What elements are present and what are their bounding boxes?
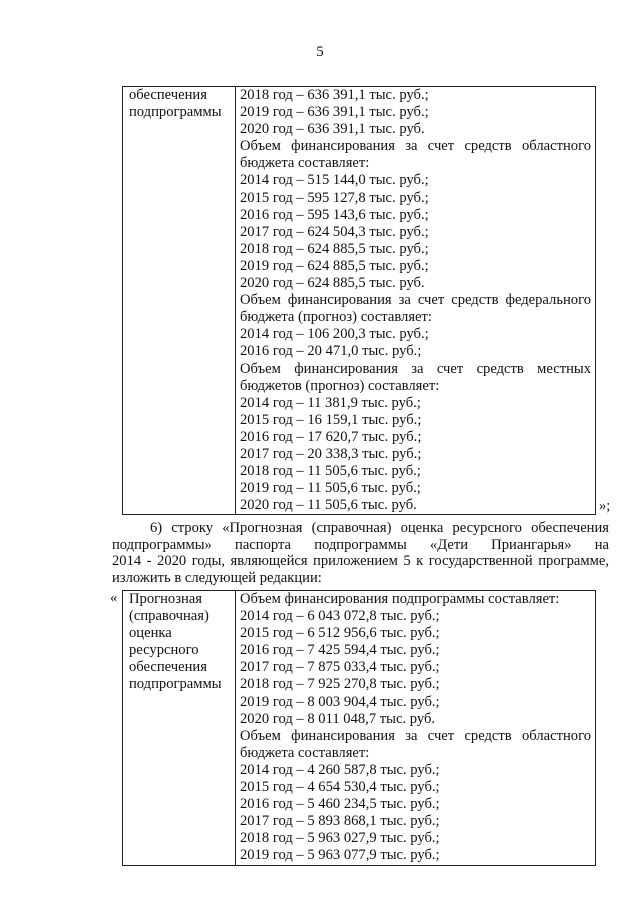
- paragraph-line: подпрограммы» паспорта подпрограммы «Дети Приангарья» на: [112, 536, 609, 553]
- funding-line: 2019 год – 8 003 904,4 тыс. руб.;: [240, 693, 440, 710]
- label-line: обеспечения: [129, 87, 207, 103]
- funding-line: 2016 год – 17 620,7 тыс. руб.;: [240, 428, 422, 445]
- table-label-cell: [123, 87, 236, 515]
- funding-line: 2019 год – 5 963 077,9 тыс. руб.;: [240, 847, 440, 864]
- funding-heading-line: бюджета составляет:: [240, 744, 370, 761]
- funding-line: 2018 год – 636 391,1 тыс. руб.;: [240, 87, 429, 103]
- label-line: (справочная): [129, 608, 209, 625]
- funding-line: 2015 год – 595 127,8 тыс. руб.;: [240, 189, 429, 206]
- table-value-cell: [236, 87, 596, 515]
- funding-line: 2016 год – 20 471,0 тыс. руб.;: [240, 343, 422, 360]
- label-line: подпрограммы: [129, 676, 222, 693]
- funding-line: 2019 год – 11 505,6 тыс. руб.;: [240, 480, 421, 497]
- funding-line: 2018 год – 624 885,5 тыс. руб.;: [240, 240, 429, 257]
- funding-heading-line: Объем финансирования за счет средств местных: [240, 360, 591, 377]
- funding-heading-line: Объем финансирования за счет средств областного: [240, 138, 591, 155]
- funding-line: 2016 год – 7 425 594,4 тыс. руб.;: [240, 642, 440, 659]
- funding-heading-line: бюджета составляет:: [240, 155, 370, 172]
- funding-line: 2017 год – 5 893 868,1 тыс. руб.;: [240, 813, 440, 830]
- funding-line: 2014 год – 6 043 072,8 тыс. руб.;: [240, 608, 440, 625]
- funding-line: 2014 год – 4 260 587,8 тыс. руб.;: [240, 761, 440, 778]
- funding-line: 2018 год – 5 963 027,9 тыс. руб.;: [240, 830, 440, 847]
- opening-quote-mark: «: [110, 590, 118, 606]
- funding-line: 2014 год – 515 144,0 тыс. руб.;: [240, 172, 429, 189]
- funding-line: 2020 год – 11 505,6 тыс. руб.: [240, 497, 417, 514]
- funding-line: 2017 год – 7 875 033,4 тыс. руб.;: [240, 659, 440, 676]
- label-line: обеспечения: [129, 659, 207, 676]
- label-line: ресурсного: [129, 642, 199, 659]
- table-row: [123, 87, 596, 515]
- funding-line: 2017 год – 20 338,3 тыс. руб.;: [240, 445, 422, 462]
- funding-line: 2014 год – 106 200,3 тыс. руб.;: [240, 326, 429, 343]
- page-number: 5: [316, 44, 324, 60]
- funding-heading-line: Объем финансирования подпрограммы составляет:: [240, 591, 560, 607]
- funding-heading-line: Объем финансирования за счет средств областного: [240, 727, 591, 744]
- funding-heading-line: бюджетов (прогноз) составляет:: [240, 377, 440, 394]
- label-line: Прогнозная: [129, 591, 202, 607]
- amendment-paragraph: [112, 520, 609, 586]
- closing-quote-mark: »;: [599, 498, 611, 514]
- funding-heading-line: Объем финансирования за счет средств федерального: [240, 292, 591, 309]
- funding-line: 2016 год – 595 143,6 тыс. руб.;: [240, 206, 429, 223]
- funding-line: 2019 год – 636 391,1 тыс. руб.;: [240, 104, 429, 121]
- paragraph-line: 6) строку «Прогнозная (справочная) оценка ресурсного обеспечения: [150, 520, 609, 536]
- table-label-cell: [123, 591, 236, 866]
- paragraph-line: 2014 - 2020 годы, являющейся приложением 5 к государственной программе,: [112, 553, 609, 570]
- label-line: оценка: [129, 625, 172, 642]
- funding-line: 2018 год – 11 505,6 тыс. руб.;: [240, 463, 421, 480]
- paragraph-line: изложить в следующей редакции:: [112, 569, 322, 586]
- funding-line: 2020 год – 8 011 048,7 тыс. руб.: [240, 710, 436, 727]
- funding-line: 2016 год – 5 460 234,5 тыс. руб.;: [240, 796, 440, 813]
- funding-table-continued: [122, 86, 596, 515]
- funding-line: 2015 год – 16 159,1 тыс. руб.;: [240, 411, 422, 428]
- funding-line: 2020 год – 636 391,1 тыс. руб.: [240, 121, 425, 138]
- funding-line: 2020 год – 624 885,5 тыс. руб.: [240, 275, 425, 292]
- funding-line: 2015 год – 6 512 956,6 тыс. руб.;: [240, 625, 440, 642]
- table-value-cell: [236, 591, 596, 866]
- funding-heading-line: бюджета (прогноз) составляет:: [240, 309, 432, 326]
- funding-table-new: [122, 590, 596, 866]
- funding-line: 2019 год – 624 885,5 тыс. руб.;: [240, 257, 429, 274]
- label-line: подпрограммы: [129, 104, 222, 121]
- table-row: [123, 591, 596, 866]
- funding-line: 2014 год – 11 381,9 тыс. руб.;: [240, 394, 421, 411]
- funding-line: 2018 год – 7 925 270,8 тыс. руб.;: [240, 676, 440, 693]
- funding-line: 2017 год – 624 504,3 тыс. руб.;: [240, 223, 429, 240]
- funding-line: 2015 год – 4 654 530,4 тыс. руб.;: [240, 779, 440, 796]
